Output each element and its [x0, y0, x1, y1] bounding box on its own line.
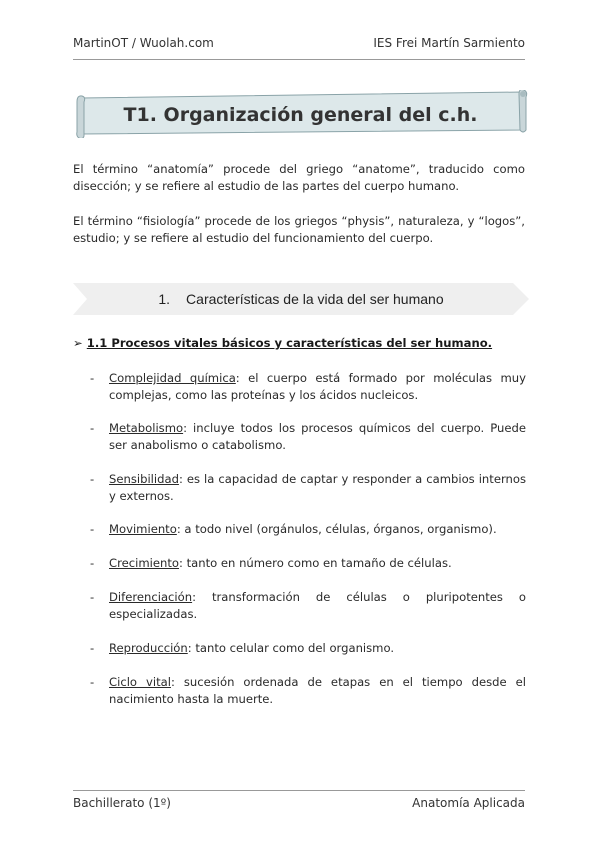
intro-paragraph-fisiologia: El término “fisiología” procede de los griegos “physis”, naturaleza, y “logos”, estudio; y se refiere al estudio del funcionamiento del cuerpo. — [73, 214, 525, 245]
page-footer — [73, 796, 525, 810]
page-title: T1. Organización general del c.h. — [123, 104, 478, 126]
list-item-text: : sucesión ordenada de etapas en el tiempo desde el nacimiento hasta la muerte. — [109, 675, 526, 706]
list-item-text: : transformación de células o pluripotentes o especializadas. — [109, 590, 526, 621]
footer-course: Bachillerato (1º) — [73, 796, 171, 810]
list-item-text: : a todo nivel (orgánulos, células, órganos, organismo). — [176, 522, 497, 536]
list-item-body — [109, 640, 526, 657]
header-school: IES Frei Martín Sarmiento — [373, 36, 525, 50]
dash-bullet: - — [90, 472, 95, 486]
list-item-term: Crecimiento — [109, 556, 179, 570]
list-item-term: Sensibilidad — [109, 472, 179, 486]
list-item-term: Complejidad química — [109, 371, 236, 385]
list-item-term: Metabolismo — [109, 421, 184, 435]
footer-subject: Anatomía Aplicada — [412, 796, 525, 810]
list-item-body — [109, 370, 526, 404]
list-item-body — [109, 555, 526, 572]
header-divider — [73, 59, 525, 60]
list-item-term: Reproducción — [109, 641, 188, 655]
dash-bullet: - — [90, 675, 95, 689]
dash-bullet: - — [90, 421, 95, 435]
footer-divider — [73, 790, 525, 791]
list-item-text: : el cuerpo está formado por moléculas muy complejas, como las proteínas y los ácidos nucleicos. — [109, 371, 526, 402]
list-item-text: : tanto en número como en tamaño de células. — [178, 556, 452, 570]
subsection-heading — [73, 336, 525, 350]
page-header — [73, 36, 525, 50]
dash-bullet: - — [90, 590, 95, 604]
section-title: Características de la vida del ser humano — [186, 291, 444, 307]
list-item-body — [109, 674, 526, 708]
list-item-text: : incluye todos los procesos químicos del cuerpo. Puede ser anabolismo o catabolismo. — [109, 421, 526, 452]
list-item-text: : es la capacidad de captar y responder a cambios internos y externos. — [109, 472, 526, 503]
list-item-term: Ciclo vital — [109, 675, 171, 689]
title-scroll-banner — [73, 90, 528, 138]
section-heading — [73, 283, 529, 315]
list-item-term: Movimiento — [109, 522, 177, 536]
dash-bullet: - — [90, 641, 95, 655]
list-item-body — [109, 521, 526, 538]
intro-paragraph-anatomia: El término “anatomía” procede del griego “anatome”, traducido como disección; y se refiere al estudio de las partes del cuerpo humano. — [73, 162, 525, 193]
header-author: MartinOT / Wuolah.com — [73, 36, 214, 50]
list-item-body — [109, 420, 526, 454]
list-item-body — [109, 589, 526, 623]
dash-bullet: - — [90, 371, 95, 385]
dash-bullet: - — [90, 556, 95, 570]
arrow-bullet-icon: ➢ — [73, 336, 83, 350]
list-item-body — [109, 471, 526, 505]
subsection-title: 1.1 Procesos vitales básicos y características del ser humano. — [86, 336, 493, 350]
section-banner — [73, 283, 529, 315]
list-item-text: : tanto celular como del organismo. — [187, 641, 395, 655]
dash-bullet: - — [90, 522, 95, 536]
list-item-term: Diferenciación — [109, 590, 193, 604]
section-number: 1. — [158, 291, 171, 307]
